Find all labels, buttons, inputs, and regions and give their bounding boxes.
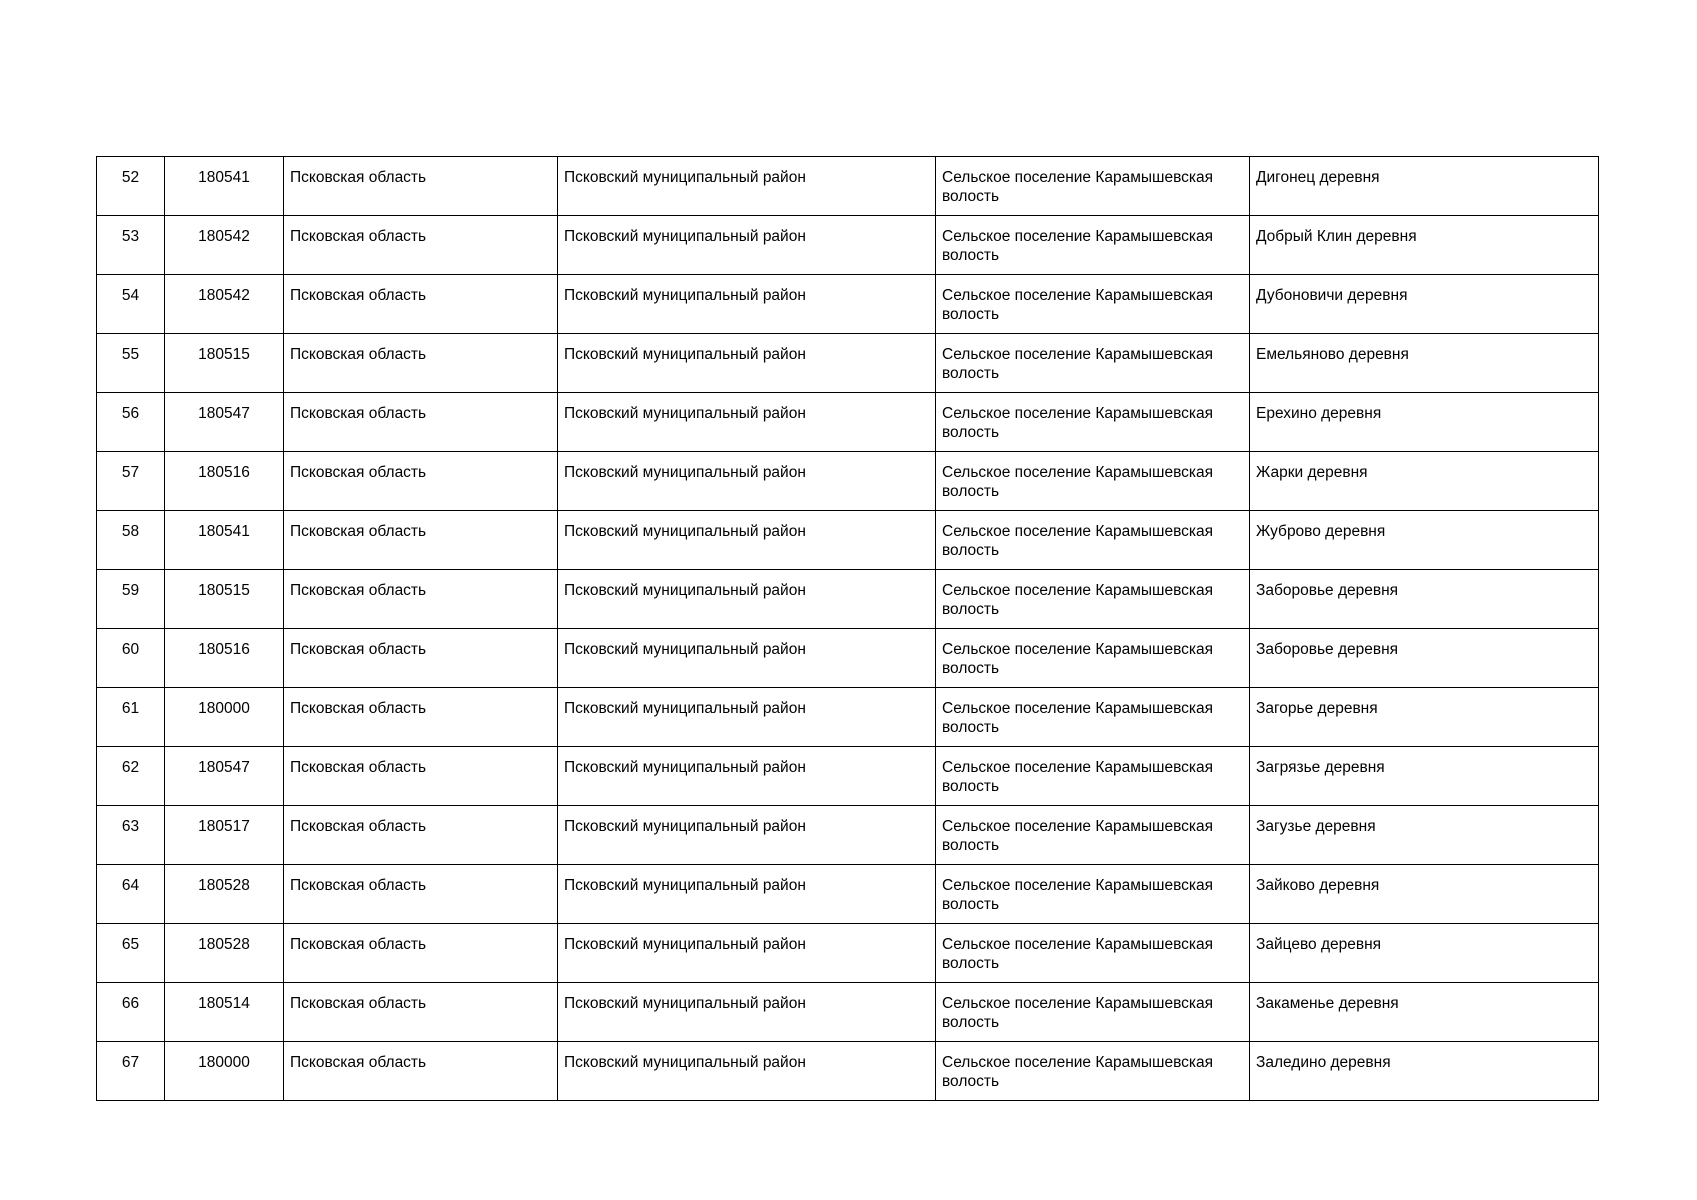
row-number-cell: 62 (97, 747, 165, 806)
region-cell: Псковская область (284, 275, 558, 334)
settlement-cell: Сельское поселение Карамышевская волость (936, 629, 1250, 688)
district-cell: Псковский муниципальный район (558, 688, 936, 747)
region-cell: Псковская область (284, 157, 558, 216)
table-row (97, 452, 1599, 511)
postal-code-cell: 180515 (165, 334, 284, 393)
postal-code-cell: 180542 (165, 275, 284, 334)
region-cell: Псковская область (284, 629, 558, 688)
row-number-cell: 67 (97, 1042, 165, 1101)
table-row (97, 511, 1599, 570)
table-row (97, 747, 1599, 806)
postal-code-cell: 180000 (165, 1042, 284, 1101)
settlement-cell: Сельское поселение Карамышевская волость (936, 334, 1250, 393)
locality-cell: Зайково деревня (1250, 865, 1599, 924)
row-number-cell: 55 (97, 334, 165, 393)
region-cell: Псковская область (284, 865, 558, 924)
table-row (97, 275, 1599, 334)
table-row (97, 157, 1599, 216)
locality-cell: Закаменье деревня (1250, 983, 1599, 1042)
row-number-cell: 57 (97, 452, 165, 511)
settlement-cell: Сельское поселение Карамышевская волость (936, 570, 1250, 629)
district-cell: Псковский муниципальный район (558, 806, 936, 865)
region-cell: Псковская область (284, 688, 558, 747)
table-row (97, 983, 1599, 1042)
settlement-cell: Сельское поселение Карамышевская волость (936, 511, 1250, 570)
region-cell: Псковская область (284, 216, 558, 275)
locality-cell: Загорье деревня (1250, 688, 1599, 747)
table-row (97, 924, 1599, 983)
row-number-cell: 56 (97, 393, 165, 452)
postal-code-cell: 180528 (165, 924, 284, 983)
postal-code-cell: 180547 (165, 393, 284, 452)
region-cell: Псковская область (284, 334, 558, 393)
table-row (97, 1042, 1599, 1101)
row-number-cell: 60 (97, 629, 165, 688)
table-row (97, 216, 1599, 275)
district-cell: Псковский муниципальный район (558, 511, 936, 570)
settlement-cell: Сельское поселение Карамышевская волость (936, 747, 1250, 806)
table-row (97, 688, 1599, 747)
district-cell: Псковский муниципальный район (558, 865, 936, 924)
locality-cell: Загрязье деревня (1250, 747, 1599, 806)
settlement-cell: Сельское поселение Карамышевская волость (936, 983, 1250, 1042)
region-cell: Псковская область (284, 747, 558, 806)
region-cell: Псковская область (284, 1042, 558, 1101)
row-number-cell: 63 (97, 806, 165, 865)
district-cell: Псковский муниципальный район (558, 452, 936, 511)
district-cell: Псковский муниципальный район (558, 983, 936, 1042)
locality-cell: Добрый Клин деревня (1250, 216, 1599, 275)
settlement-cell: Сельское поселение Карамышевская волость (936, 924, 1250, 983)
settlement-cell: Сельское поселение Карамышевская волость (936, 452, 1250, 511)
postal-code-cell: 180541 (165, 157, 284, 216)
row-number-cell: 58 (97, 511, 165, 570)
row-number-cell: 54 (97, 275, 165, 334)
table-row (97, 629, 1599, 688)
postal-code-cell: 180514 (165, 983, 284, 1042)
postal-code-cell: 180547 (165, 747, 284, 806)
postal-code-cell: 180541 (165, 511, 284, 570)
district-cell: Псковский муниципальный район (558, 629, 936, 688)
row-number-cell: 52 (97, 157, 165, 216)
region-cell: Псковская область (284, 452, 558, 511)
locality-cell: Емельяново деревня (1250, 334, 1599, 393)
district-cell: Псковский муниципальный район (558, 570, 936, 629)
locality-cell: Заледино деревня (1250, 1042, 1599, 1101)
locality-cell: Заборовье деревня (1250, 629, 1599, 688)
locality-cell: Заборовье деревня (1250, 570, 1599, 629)
postal-code-cell: 180528 (165, 865, 284, 924)
row-number-cell: 66 (97, 983, 165, 1042)
district-cell: Псковский муниципальный район (558, 393, 936, 452)
postal-code-cell: 180516 (165, 629, 284, 688)
district-cell: Псковский муниципальный район (558, 216, 936, 275)
table-row (97, 334, 1599, 393)
locality-cell: Дубоновичи деревня (1250, 275, 1599, 334)
postal-code-cell: 180517 (165, 806, 284, 865)
table-row (97, 865, 1599, 924)
settlement-cell: Сельское поселение Карамышевская волость (936, 275, 1250, 334)
postal-code-cell: 180000 (165, 688, 284, 747)
row-number-cell: 61 (97, 688, 165, 747)
district-cell: Псковский муниципальный район (558, 275, 936, 334)
table-row (97, 806, 1599, 865)
region-cell: Псковская область (284, 393, 558, 452)
postal-code-cell: 180515 (165, 570, 284, 629)
locality-cell: Зайцево деревня (1250, 924, 1599, 983)
row-number-cell: 59 (97, 570, 165, 629)
district-cell: Псковский муниципальный район (558, 747, 936, 806)
region-cell: Псковская область (284, 511, 558, 570)
settlement-cell: Сельское поселение Карамышевская волость (936, 1042, 1250, 1101)
postal-code-cell: 180516 (165, 452, 284, 511)
settlement-cell: Сельское поселение Карамышевская волость (936, 157, 1250, 216)
locality-cell: Загузье деревня (1250, 806, 1599, 865)
table-row (97, 393, 1599, 452)
region-cell: Псковская область (284, 983, 558, 1042)
locality-cell: Дигонец деревня (1250, 157, 1599, 216)
locality-table (96, 156, 1599, 1101)
district-cell: Псковский муниципальный район (558, 334, 936, 393)
row-number-cell: 65 (97, 924, 165, 983)
district-cell: Псковский муниципальный район (558, 157, 936, 216)
postal-code-cell: 180542 (165, 216, 284, 275)
district-cell: Псковский муниципальный район (558, 924, 936, 983)
settlement-cell: Сельское поселение Карамышевская волость (936, 688, 1250, 747)
region-cell: Псковская область (284, 806, 558, 865)
region-cell: Псковская область (284, 924, 558, 983)
settlement-cell: Сельское поселение Карамышевская волость (936, 806, 1250, 865)
district-cell: Псковский муниципальный район (558, 1042, 936, 1101)
settlement-cell: Сельское поселение Карамышевская волость (936, 865, 1250, 924)
locality-cell: Жуброво деревня (1250, 511, 1599, 570)
table-body (97, 157, 1599, 1101)
region-cell: Псковская область (284, 570, 558, 629)
locality-cell: Жарки деревня (1250, 452, 1599, 511)
row-number-cell: 53 (97, 216, 165, 275)
locality-cell: Ерехино деревня (1250, 393, 1599, 452)
row-number-cell: 64 (97, 865, 165, 924)
settlement-cell: Сельское поселение Карамышевская волость (936, 393, 1250, 452)
table-row (97, 570, 1599, 629)
settlement-cell: Сельское поселение Карамышевская волость (936, 216, 1250, 275)
